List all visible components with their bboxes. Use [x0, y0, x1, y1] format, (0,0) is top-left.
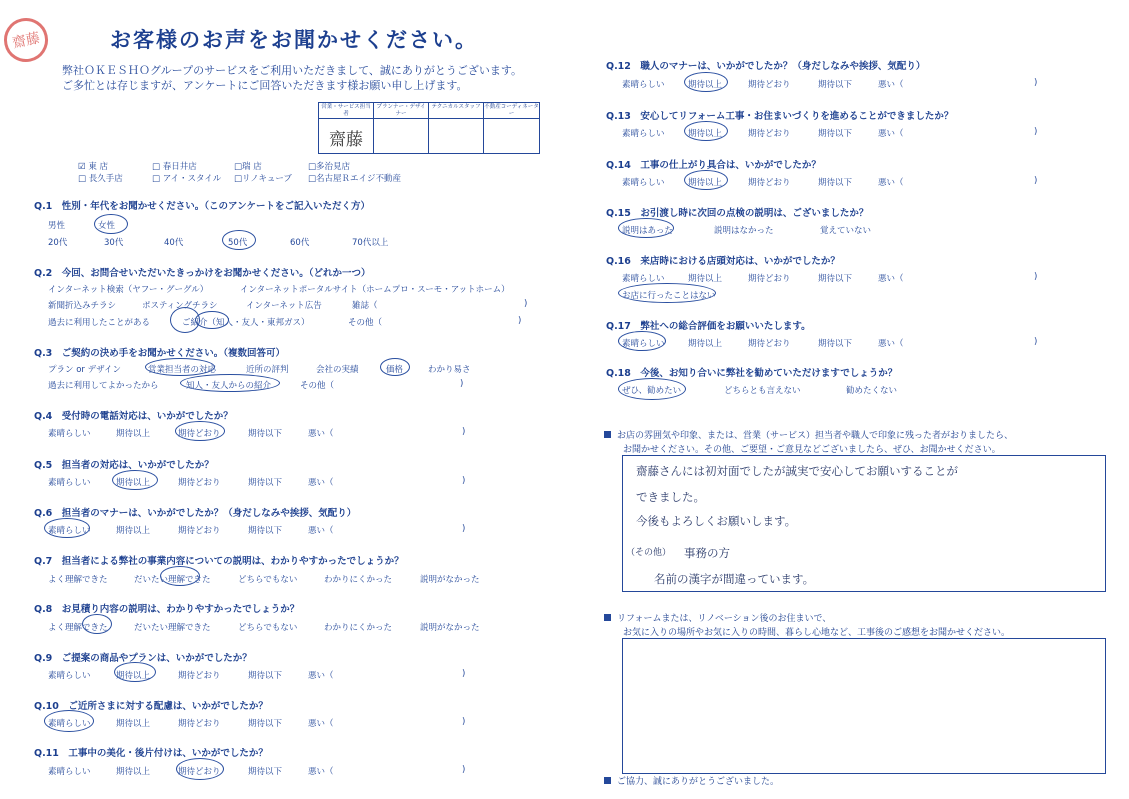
rating-option[interactable]: 悪い（ — [878, 129, 904, 139]
intro-line-2: ご多忙とは存じますが、アンケートにご回答いただきます様お願い申し上げます。 — [62, 79, 468, 92]
q1-option[interactable]: 40代 — [164, 238, 184, 248]
staff-header-realestate: 不動産コーディネーター — [484, 104, 539, 117]
understand-option[interactable]: だいたい理解できた — [134, 623, 211, 633]
answer-circle — [112, 470, 158, 490]
answer-circle — [94, 214, 128, 234]
q2-option[interactable]: ポスティングチラシ — [142, 301, 218, 311]
rating-paren: ) — [1034, 176, 1038, 186]
staff-value-planner[interactable] — [374, 119, 429, 153]
answer-circle — [618, 331, 666, 351]
rating-option[interactable]: 期待以上 — [116, 429, 151, 439]
square-bullet-icon — [604, 614, 611, 621]
answer-circle — [160, 566, 200, 586]
rating-option[interactable]: 期待以上 — [116, 767, 151, 777]
q3-title-text: Q.3 ご契約の決め手をお聞かせください。（複数回答可） — [34, 348, 286, 359]
rating-option[interactable]: 期待以下 — [248, 429, 283, 439]
comment-prompt-2-line1 — [604, 612, 1010, 626]
q15-option[interactable]: 説明はなかった — [714, 226, 774, 236]
rating-option[interactable]: 悪い（ — [878, 178, 904, 188]
q16-option[interactable]: お店に行ったことはない — [622, 291, 716, 301]
understand-option[interactable]: わかりにくかった — [324, 575, 393, 585]
comment-prompt-1-line1 — [604, 429, 1013, 443]
q7-title-text: Q.7 担当者による弊社の事業内容についての説明は、わかりやすかったでしょうか？ — [34, 556, 404, 567]
q11-title-text: Q.11 工事中の美化・後片付けは、いかがでしたか？ — [34, 748, 268, 759]
rating-option[interactable]: 悪い（ — [878, 80, 904, 90]
staff-value-realestate[interactable] — [484, 119, 539, 153]
staff-value-sales[interactable]: 齋藤 — [319, 119, 374, 153]
rating-option[interactable]: 素晴らしい — [622, 339, 665, 349]
rating-option[interactable]: 期待以下 — [248, 719, 283, 729]
rating-option[interactable]: 期待以下 — [818, 129, 853, 139]
rating-paren: ) — [462, 427, 466, 437]
q3-option[interactable]: 過去に利用してよかったから — [48, 381, 159, 391]
understand-option[interactable]: どちらでもない — [238, 623, 298, 633]
store-checkbox[interactable]: □名古屋Ｒエイジ不動産 — [308, 174, 402, 184]
answer-circle — [114, 662, 156, 682]
handwritten-line: できました。 — [636, 490, 705, 504]
q9-title-text: Q.9 ご提案の商品やプランは、いかがでしたか？ — [34, 653, 252, 664]
rating-option[interactable]: 期待どおり — [748, 80, 791, 90]
rating-paren: ) — [462, 717, 466, 727]
rating-option[interactable]: 期待どおり — [748, 339, 791, 349]
handwritten-line: 名前の漢字が間違っています。 — [654, 572, 815, 586]
answer-circle — [176, 758, 224, 780]
q5-title — [34, 457, 214, 471]
rating-option[interactable]: 期待どおり — [748, 129, 791, 139]
rating-option[interactable]: 期待以上 — [116, 671, 151, 681]
footer-text: ご協力、誠にありがとうございました。 — [617, 777, 780, 787]
rating-option[interactable]: 期待以下 — [248, 767, 283, 777]
q3-option[interactable]: 価格 — [386, 365, 404, 375]
understand-option[interactable]: わかりにくかった — [324, 623, 393, 633]
q1-option[interactable]: 20代 — [48, 238, 68, 248]
rating-paren: ) — [1034, 127, 1038, 137]
answer-circle — [180, 374, 280, 392]
rating-option[interactable]: 悪い（ — [308, 526, 334, 536]
store-checkbox[interactable]: □リノキューブ — [234, 174, 292, 184]
store-checkbox[interactable]: ☑ 東 店 — [78, 162, 109, 172]
q1-option[interactable]: 50代 — [228, 238, 248, 248]
q3-option[interactable]: 知人・友人からの紹介 — [186, 381, 272, 391]
q1-title — [34, 198, 370, 212]
q14-title-text: Q.14 工事の仕上がり具合は、いかがでしたか？ — [606, 160, 821, 171]
rating-option[interactable]: 悪い（ — [308, 767, 334, 777]
seal-stamp: 齋藤 — [0, 14, 52, 66]
q16-title-text: Q.16 来店時における店頭対応は、いかがでしたか？ — [606, 256, 840, 267]
q3-paren: ) — [460, 379, 464, 389]
q3-option[interactable]: わかり易さ — [428, 365, 471, 375]
understand-option[interactable]: 説明がなかった — [420, 623, 480, 633]
comment-prompt-2-line2: お気に入りの場所やお気に入りの時間、暮らし心地など、工事後のご感想をお聞かせください。 — [623, 628, 1011, 638]
rating-option[interactable]: 悪い（ — [308, 671, 334, 681]
q6-title — [34, 505, 356, 519]
rating-option[interactable]: 期待どおり — [178, 429, 221, 439]
q18-option[interactable]: 勧めたくない — [846, 386, 898, 396]
rating-paren: ) — [462, 765, 466, 775]
answer-circle — [195, 311, 229, 329]
q2-paren: ) — [518, 316, 522, 326]
q18-option[interactable]: どちらとも言えない — [724, 386, 801, 396]
rating-option[interactable]: 素晴らしい — [48, 671, 91, 681]
q11-title — [34, 745, 268, 759]
store-checkbox[interactable]: □ 春日井店 — [152, 162, 197, 172]
comment-prompt-1-text: お店の雰囲気や印象、または、営業（サービス）担当者や職人で印象に残った者がおりましたら、 — [617, 431, 1014, 441]
rating-option[interactable]: 期待以上 — [688, 80, 723, 90]
rating-option[interactable]: 期待以下 — [248, 478, 283, 488]
q7-title — [34, 553, 404, 567]
answer-circle — [618, 283, 716, 303]
rating-option[interactable]: 期待どおり — [748, 178, 791, 188]
q3-title — [34, 345, 285, 359]
staff-header-planner: プランナー・デザイナー — [374, 103, 429, 119]
answer-circle — [684, 72, 728, 92]
handwritten-line: 事務の方 — [684, 546, 730, 560]
q5-title-text: Q.5 担当者の対応は、いかがでしたか？ — [34, 460, 214, 471]
q18-title — [606, 365, 897, 379]
store-checkbox[interactable]: □ 長久手店 — [78, 174, 123, 184]
rating-option[interactable]: 期待どおり — [178, 767, 221, 777]
handwritten-line: 今後もよろしくお願いします。 — [636, 514, 797, 528]
q6-title-text: Q.6 担当者のマナーは、いかがでしたか？（身だしなみや挨拶、気配り） — [34, 508, 357, 519]
q15-option[interactable]: 説明はあった — [622, 226, 673, 236]
understand-option[interactable]: だいたい理解できた — [134, 575, 211, 585]
comment-box-2[interactable] — [622, 638, 1106, 774]
rating-option[interactable]: 悪い（ — [308, 478, 334, 488]
rating-option[interactable]: 期待以下 — [818, 80, 853, 90]
answer-circle — [82, 614, 112, 634]
rating-option[interactable]: 素晴らしい — [622, 80, 665, 90]
q13-title — [606, 108, 953, 122]
comment-prompt-2 — [604, 612, 1010, 640]
rating-option[interactable]: 素晴らしい — [622, 129, 665, 139]
q12-title — [606, 58, 925, 72]
answer-circle — [684, 170, 728, 190]
q14-title — [606, 157, 821, 171]
comment-prompt-1 — [604, 429, 1013, 457]
q1-option[interactable]: 70代以上 — [352, 238, 389, 248]
square-bullet-icon — [604, 777, 611, 784]
page-title: お客様のお声をお聞かせください。 — [110, 28, 478, 52]
q2-title-text: Q.2 今回、お問合せいただいたきっかけをお聞かせください。（どれか一つ） — [34, 268, 371, 279]
q1-option[interactable]: 60代 — [290, 238, 310, 248]
store-checkbox[interactable]: □瑞 店 — [234, 162, 262, 172]
handwritten-line: （その他） — [626, 548, 672, 558]
rating-paren: ) — [1034, 272, 1038, 282]
understand-option[interactable]: 説明がなかった — [420, 575, 480, 585]
rating-option[interactable]: 悪い（ — [878, 274, 904, 284]
rating-option[interactable]: 素晴らしい — [48, 478, 91, 488]
rating-option[interactable]: 期待どおり — [178, 526, 221, 536]
rating-option[interactable]: 期待以上 — [688, 339, 723, 349]
rating-option[interactable]: 素晴らしい — [622, 178, 665, 188]
understand-option[interactable]: よく理解できた — [48, 575, 108, 585]
q1-option[interactable]: 男性 — [48, 221, 66, 231]
q3-option[interactable]: 近所の評判 — [246, 365, 289, 375]
store-checkbox[interactable]: □ アイ・スタイル — [152, 174, 222, 184]
q2-paren: ) — [524, 299, 528, 309]
q2-option[interactable]: その他（ — [348, 318, 383, 328]
rating-option[interactable]: 期待以上 — [688, 274, 723, 284]
q17-title-text: Q.17 弊社への総合評価をお願いいたします。 — [606, 321, 811, 332]
comment-prompt-1-line2: お聞かせください。その他、ご要望・ご意見などございましたら、ぜひ、お聞かせください。 — [623, 445, 1001, 455]
q17-title — [606, 318, 811, 332]
q8-title — [34, 601, 299, 615]
rating-option[interactable]: 期待以下 — [818, 178, 853, 188]
q15-option[interactable]: 覚えていない — [820, 226, 872, 236]
understand-option[interactable]: よく理解できた — [48, 623, 108, 633]
rating-option[interactable]: 期待以上 — [688, 129, 723, 139]
q2-option[interactable]: インターネット検索（ヤフー・グーグル） — [48, 285, 209, 295]
rating-option[interactable]: 素晴らしい — [48, 767, 91, 777]
intro-text — [62, 63, 532, 93]
staff-header-sales: 営業・サービス担当者 — [319, 103, 374, 119]
q4-title-text: Q.4 受付時の電話対応は、いかがでしたか？ — [34, 411, 233, 422]
rating-option[interactable]: 期待以上 — [688, 178, 723, 188]
rating-option[interactable]: 悪い（ — [308, 429, 334, 439]
rating-option[interactable]: 期待どおり — [178, 719, 221, 729]
q1-option[interactable]: 女性 — [98, 221, 116, 231]
q12-title-text: Q.12 職人のマナーは、いかがでしたか？（身だしなみや挨拶、気配り） — [606, 61, 926, 72]
store-checkbox[interactable]: □多治見店 — [308, 162, 351, 172]
q15-title-text: Q.15 お引渡し時に次回の点検の説明は、ございましたか？ — [606, 208, 869, 219]
intro-line-1: 弊社ＯＫＥＳＨＯグループのサービスをご利用いただきまして、誠にありがとうございます。 — [62, 64, 523, 77]
rating-option[interactable]: 期待以上 — [116, 526, 151, 536]
rating-option[interactable]: 期待以下 — [818, 339, 853, 349]
answer-circle — [44, 710, 94, 732]
answer-circle — [618, 378, 686, 400]
answer-circle — [684, 121, 728, 141]
q18-title-text: Q.18 今後、お知り合いに弊社を勧めていただけますでしょうか？ — [606, 368, 898, 379]
square-bullet-icon — [604, 431, 611, 438]
staff-header-technical: テクニカルスタッフ — [429, 103, 484, 119]
q10-title-text: Q.10 ご近所さまに対する配慮は、いかがでしたか？ — [34, 701, 268, 712]
rating-option[interactable]: 素晴らしい — [48, 719, 91, 729]
q8-title-text: Q.8 お見積り内容の説明は、わかりやすかったでしょうか？ — [34, 604, 300, 615]
handwritten-line: 齋藤さんには初対面でしたが誠実で安心してお願いすることが — [636, 464, 958, 478]
staff-value-technical[interactable] — [429, 119, 484, 153]
footer-note — [604, 775, 779, 789]
q4-title — [34, 408, 233, 422]
q2-option[interactable]: インターネット広告 — [246, 301, 322, 311]
rating-paren: ) — [1034, 78, 1038, 88]
rating-option[interactable]: 悪い（ — [878, 339, 904, 349]
q2-option[interactable]: 雑誌（ — [352, 301, 378, 311]
q1-title-text: Q.1 性別・年代をお聞かせください。（このアンケートをご記入いただく方） — [34, 201, 370, 212]
answer-circle — [145, 358, 215, 376]
q2-title — [34, 265, 371, 279]
comment-prompt-2-text: リフォームまたは、リノベーション後のお住まいで、 — [617, 614, 832, 624]
q3-option[interactable]: 会社の実績 — [316, 365, 359, 375]
q2-option[interactable]: 新聞折込みチラシ — [48, 301, 117, 311]
answer-circle — [44, 518, 90, 538]
rating-paren: ) — [1034, 337, 1038, 347]
rating-paren: ) — [462, 669, 466, 679]
q3-option[interactable]: 営業担当者の対応 — [148, 365, 217, 375]
q18-option[interactable]: ぜひ、勧めたい — [622, 386, 682, 396]
rating-option[interactable]: 期待以下 — [818, 274, 853, 284]
q2-option[interactable]: インターネットポータルサイト（ホームプロ・スーモ・アットホーム） — [240, 285, 510, 295]
q2-option[interactable]: ご紹介（知人・友人・東邦ガス） — [182, 318, 310, 328]
q2-option[interactable]: 過去に利用したことがある — [48, 318, 151, 328]
answer-circle — [222, 230, 256, 250]
answer-circle — [380, 358, 410, 376]
rating-option[interactable]: 期待以上 — [116, 719, 151, 729]
staff-table — [318, 102, 540, 154]
rating-option[interactable]: 期待以下 — [248, 526, 283, 536]
rating-paren: ) — [462, 476, 466, 486]
understand-option[interactable]: どちらでもない — [238, 575, 298, 585]
q3-option[interactable]: プラン or デザイン — [48, 365, 122, 375]
q16-title — [606, 253, 840, 267]
rating-option[interactable]: 期待どおり — [748, 274, 791, 284]
rating-option[interactable]: 期待以下 — [248, 671, 283, 681]
q15-title — [606, 205, 868, 219]
q3-option[interactable]: その他（ — [300, 381, 335, 391]
rating-option[interactable]: 期待以上 — [116, 478, 151, 488]
rating-paren: ) — [462, 524, 466, 534]
rating-option[interactable]: 素晴らしい — [48, 429, 91, 439]
answer-circle — [170, 307, 200, 333]
answer-circle — [618, 218, 674, 238]
rating-option[interactable]: 期待どおり — [178, 671, 221, 681]
rating-option[interactable]: 素晴らしい — [48, 526, 91, 536]
q13-title-text: Q.13 安心してリフォーム工事・お住まいづくりを進めることができましたか？ — [606, 111, 954, 122]
rating-option[interactable]: 素晴らしい — [622, 274, 665, 284]
answer-circle — [175, 421, 225, 441]
rating-option[interactable]: 悪い（ — [308, 719, 334, 729]
q1-option[interactable]: 30代 — [104, 238, 124, 248]
rating-option[interactable]: 期待どおり — [178, 478, 221, 488]
